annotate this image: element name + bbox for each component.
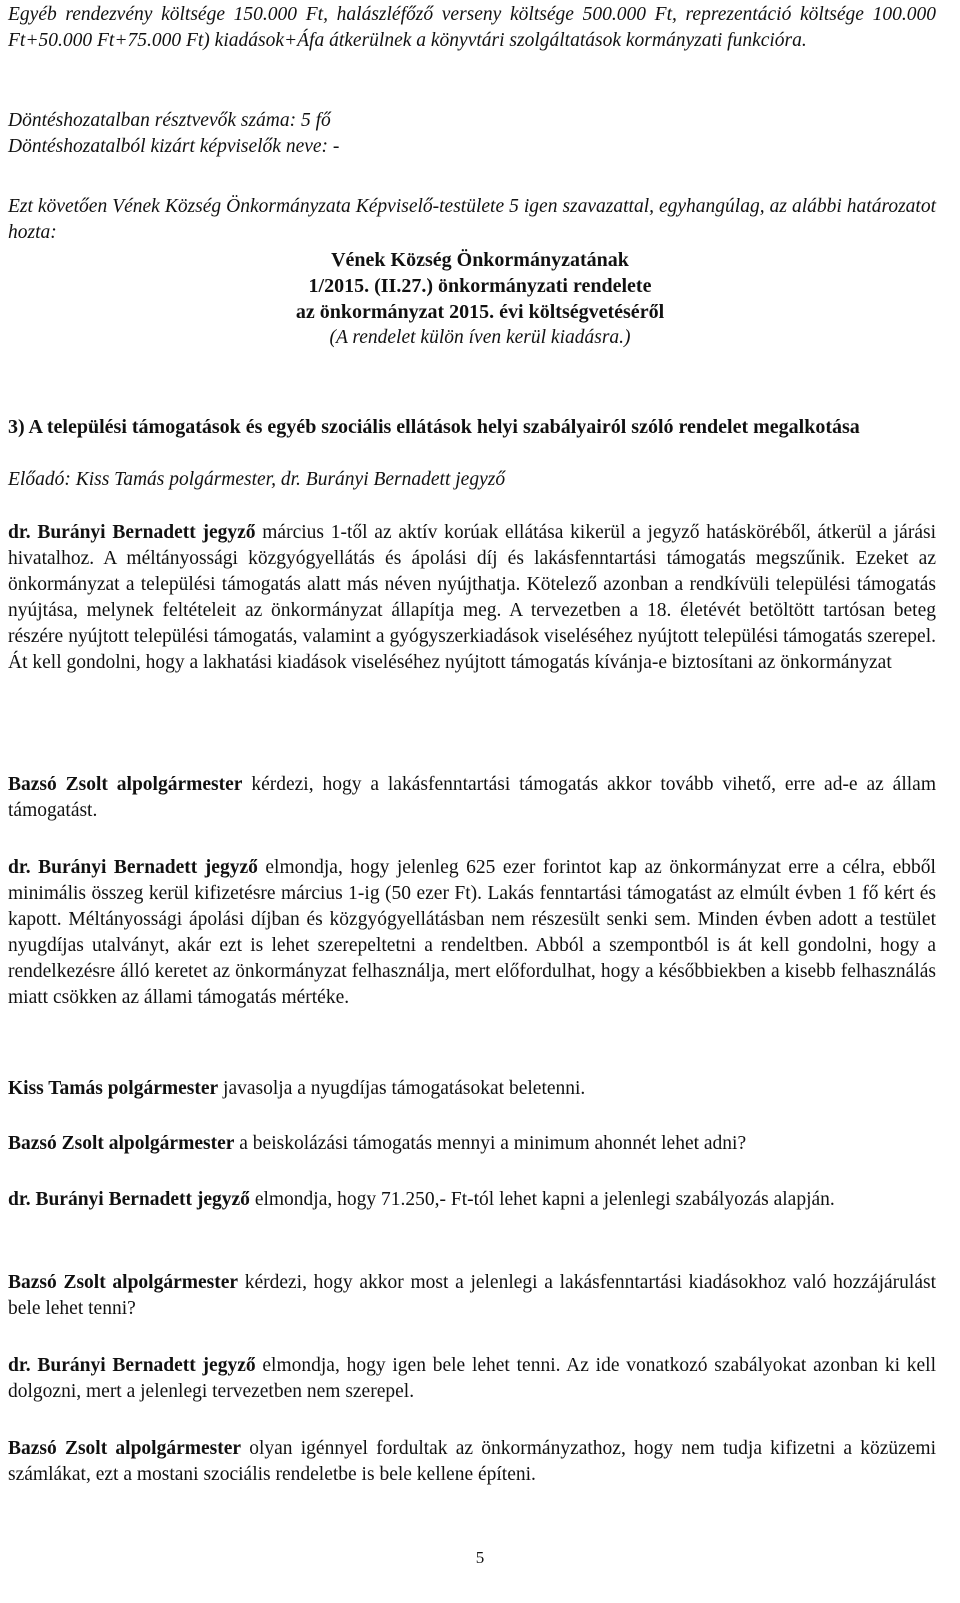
decree-title-line2: 1/2015. (II.27.) önkormányzati rendelete [308, 275, 652, 297]
speaker-name: dr. Burányi Bernadett jegyző [8, 1189, 250, 1210]
paragraph-2 [8, 772, 936, 824]
excluded-members: Döntéshozatalból kizárt képviselők neve: - [8, 136, 340, 157]
paragraph-text: elmondja, hogy 71.250,- Ft-tól lehet kapni a jelenlegi szabályozás alapján. [249, 1189, 835, 1210]
speaker-name: Bazsó Zsolt alpolgármester [8, 1133, 235, 1154]
decree-block [0, 247, 960, 351]
page-number: 5 [475, 1548, 485, 1567]
paragraph-text: elmondja, hogy igen bele lehet tenni. Az ide vonatkozó szabályokat azonban ki kell dolgozni, mert a jelenlegi tervezetben nem szerepel. [8, 1355, 936, 1402]
paragraph-text: olyan igénnyel fordultak az önkormányzathoz, hogy nem tudja kifizetni a közüzemi számlákat, ezt a mostani szociális rendeletbe is bele kellene építeni. [8, 1438, 936, 1485]
paragraph-7 [8, 1270, 936, 1322]
participants-count: Döntéshozatalban résztvevők száma: 5 fő [8, 110, 331, 131]
paragraph-text: kérdezi, hogy akkor most a jelenlegi a lakásfenntartási kiadásokhoz való hozzájárulást bele lehet tenni? [8, 1272, 936, 1319]
paragraph-6 [8, 1187, 936, 1213]
paragraph-1 [8, 520, 936, 676]
paragraph-5 [8, 1131, 936, 1157]
paragraph-9 [8, 1436, 936, 1488]
paragraph-text: elmondja, hogy jelenleg 625 ezer forintot kap az önkormányzat erre a célra, ebből minimális összeg kerül kifizetésre március 1-ig (50 ezer Ft). Lakás fenntartási támogatást az elmúlt évben 1 fő kért és kapott. Méltányossági ápolási díjban és közgyógyellátásban nem részesült senki sem. Minden évben adott a testület nyugdíjas utalványt, akár ezt is lehet szerepeltetni a rendeltben. Abból a szempontból is át kell gondolni, hogy a rendelkezésre álló keretet az önkormányzat felhasználja, mert előfordulhat, hogy a későbbiekben a kisebb felhasználás miatt csökken az állami támogatás mértéke. [8, 857, 936, 1008]
paragraph-text: március 1-től az aktív korúak ellátása kikerül a jegyző hatásköréből, átkerül a járási hivatalhoz. A méltányossági közgyógyellátás és ápolási díj és lakásfenntartási támogatás megszűnik. Ezeket az önkormányzat a települési támogatás alatt más néven nyújthatja. Kötelező azonban a rendkívüli települési támogatás nyújtása, melynek feltételeit az önkormányzat állapítja meg. A tervezetben a 18. életévét betöltött tartósan beteg részére nyújtott települési támogatás, valamint a gyógyszerkiadások viseléséhez nyújtott települési támogatás szerepel. Át kell gondolni, hogy a lakhatási kiadások viseléséhez nyújtott támogatás kívánja-e biztosítani az önkormányzat [8, 522, 936, 673]
decree-title-line1: Vének Község Önkormányzatának [331, 249, 629, 271]
decree-title-line3: az önkormányzat 2015. évi költségvetéséről [295, 301, 665, 323]
vote-info [8, 108, 936, 160]
speaker-name: dr. Burányi Bernadett jegyző [8, 1355, 256, 1376]
speaker-name: Kiss Tamás polgármester [8, 1078, 219, 1099]
speaker-name: Bazsó Zsolt alpolgármester [8, 774, 243, 795]
paragraph-text: kérdezi, hogy a lakásfenntartási támogatás akkor tovább vihető, erre ad-e az állam támogatást. [8, 774, 936, 821]
decree-note: (A rendelet külön íven kerül kiadásra.) [329, 327, 631, 348]
speaker-name: Bazsó Zsolt alpolgármester [8, 1272, 239, 1293]
speaker-name: dr. Burányi Bernadett jegyző [8, 522, 256, 543]
intro-paragraph: Egyéb rendezvény költsége 150.000 Ft, halászléfőző verseny költsége 500.000 Ft, reprezentáció költsége 100.000 Ft+50.000 Ft+75.000 Ft) kiadások+Áfa átkerülnek a könyvtári szolgáltatások kormányzati funkcióra. [8, 4, 936, 51]
agenda-presenter: Előadó: Kiss Tamás polgármester, dr. Burányi Bernadett jegyző [8, 469, 506, 490]
speaker-name: dr. Burányi Bernadett jegyző [8, 857, 258, 878]
paragraph-text: a beiskolázási támogatás mennyi a minimum ahonnét lehet adni? [234, 1133, 747, 1154]
agenda-title: 3) A települési támogatások és egyéb szociális ellátások helyi szabályairól szóló rendelet megalkotása [8, 416, 860, 438]
paragraph-text: javasolja a nyugdíjas támogatásokat beletenni. [218, 1078, 586, 1099]
speaker-name: Bazsó Zsolt alpolgármester [8, 1438, 242, 1459]
paragraph-8 [8, 1353, 936, 1405]
resolution-intro: Ezt követően Vének Község Önkormányzata Képviselő-testülete 5 igen szavazattal, egyhangúlag, az alábbi határozatot hozta: [8, 196, 936, 243]
paragraph-3 [8, 855, 936, 1011]
paragraph-4 [8, 1076, 936, 1102]
